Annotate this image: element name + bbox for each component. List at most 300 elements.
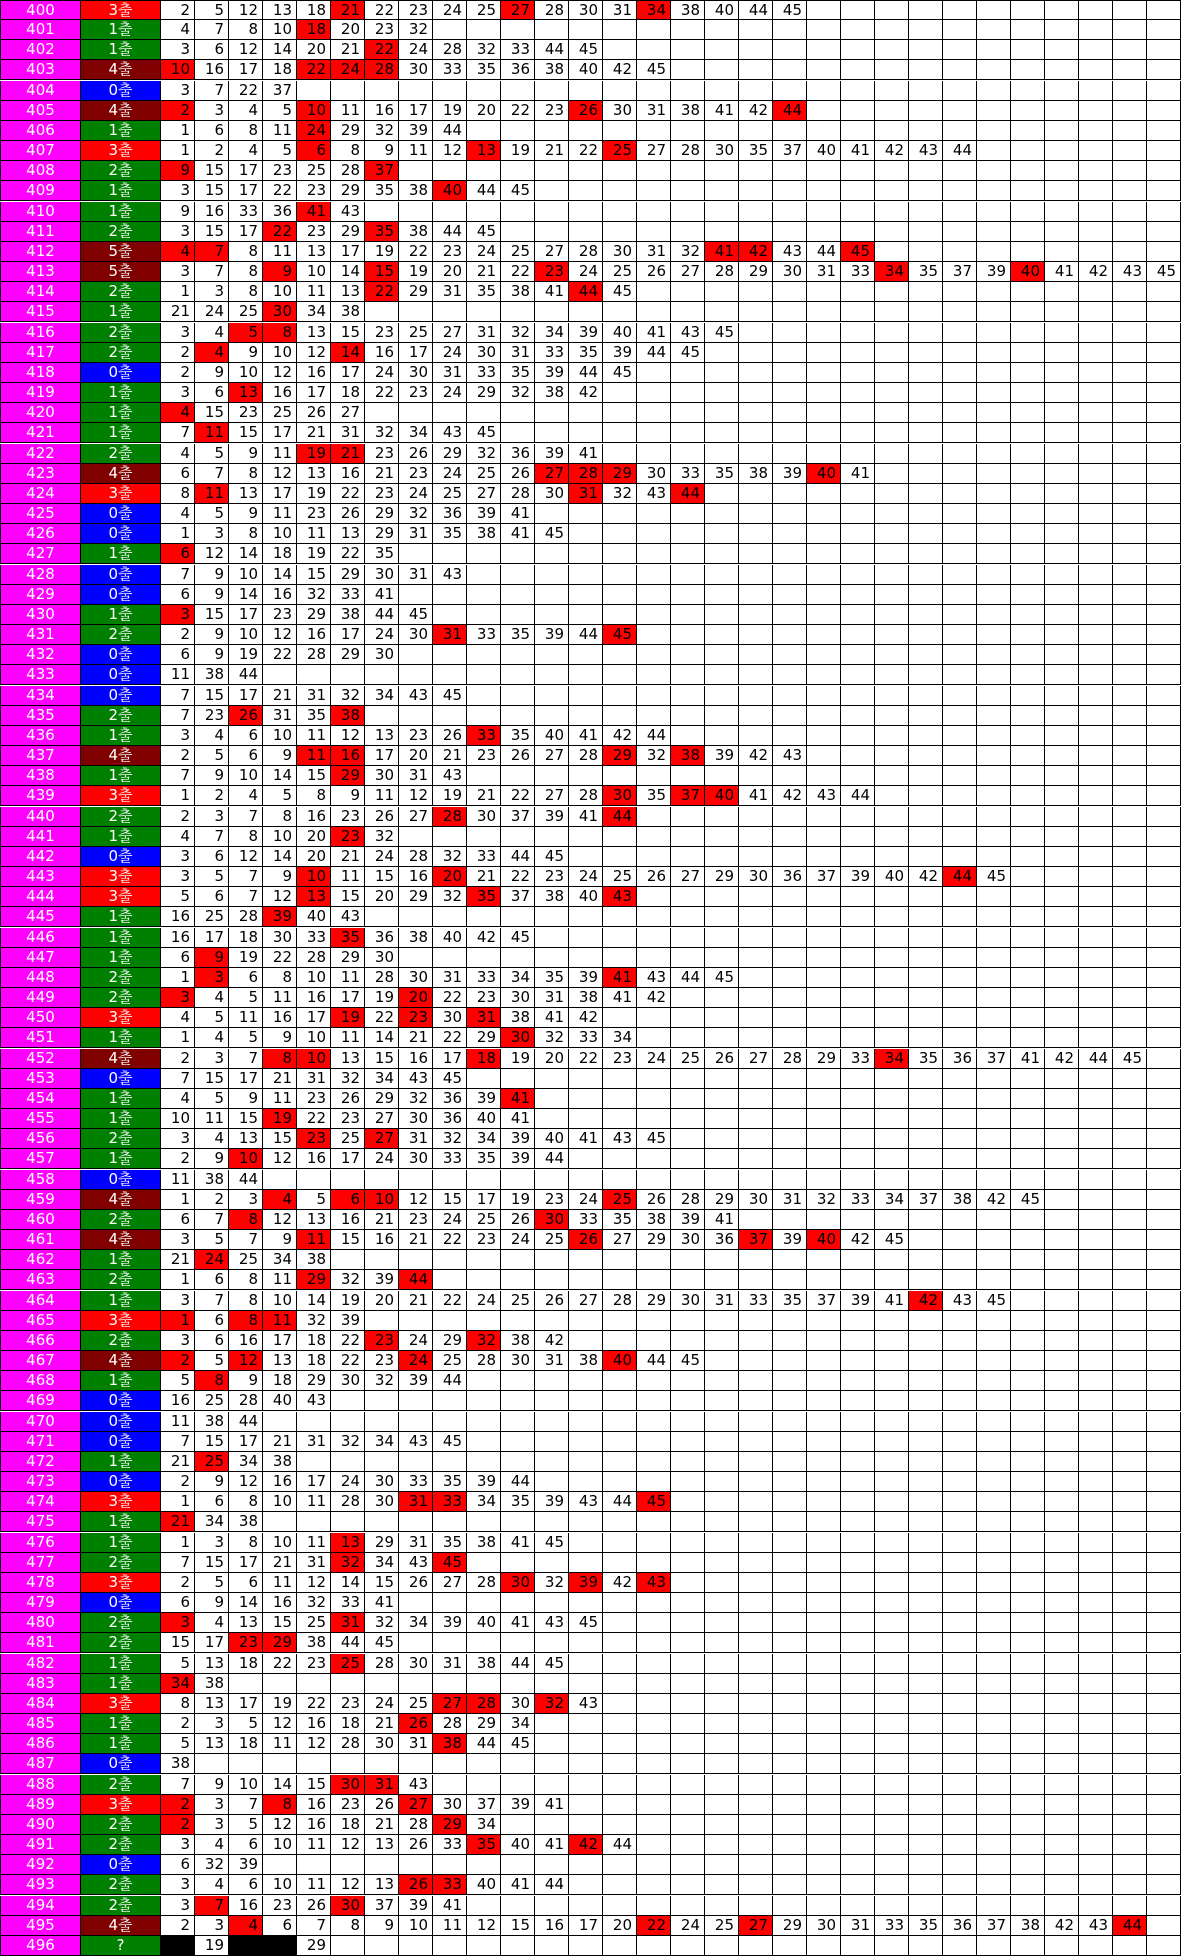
empty-cell — [841, 1472, 875, 1492]
hit-count-badge: 4출 — [81, 1916, 161, 1936]
number-cell: 27 — [399, 807, 433, 827]
draw-number-cell: 422 — [0, 444, 81, 464]
empty-cell — [1079, 524, 1113, 544]
empty-cell — [433, 1936, 467, 1956]
table-row — [0, 262, 1181, 282]
empty-cell — [977, 585, 1011, 605]
empty-cell — [1113, 585, 1147, 605]
empty-cell — [1079, 1109, 1113, 1129]
empty-cell — [1113, 807, 1147, 827]
number-cell: 32 — [399, 504, 433, 524]
number-cell: 13 — [195, 1654, 229, 1674]
number-cell: 23 — [297, 1654, 331, 1674]
empty-cell — [399, 1593, 433, 1613]
empty-cell — [875, 1593, 909, 1613]
empty-cell — [1011, 948, 1045, 968]
number-cell: 25 — [467, 1210, 501, 1230]
empty-cell — [875, 746, 909, 766]
empty-cell — [1011, 1250, 1045, 1270]
number-cell: 17 — [229, 60, 263, 80]
empty-cell — [1011, 222, 1045, 242]
number-cell: 18 — [263, 60, 297, 80]
empty-cell — [977, 524, 1011, 544]
hit-count-badge: 2출 — [81, 1815, 161, 1835]
empty-cell — [1045, 867, 1079, 887]
number-cell: 2 — [161, 363, 195, 383]
number-cell: 2 — [161, 746, 195, 766]
number-cell-hit: 41 — [501, 1089, 535, 1109]
empty-cell — [535, 1815, 569, 1835]
draw-number-cell: 485 — [0, 1714, 81, 1734]
number-cell-hit: 29 — [331, 766, 365, 786]
number-cell: 16 — [331, 464, 365, 484]
empty-cell — [909, 363, 943, 383]
number-cell: 8 — [263, 807, 297, 827]
empty-cell — [977, 1351, 1011, 1371]
empty-cell — [909, 948, 943, 968]
empty-cell — [977, 1654, 1011, 1674]
empty-cell — [739, 1250, 773, 1270]
hit-count-badge: 0출 — [81, 1432, 161, 1452]
empty-cell — [603, 161, 637, 181]
empty-cell — [671, 202, 705, 222]
empty-cell — [909, 20, 943, 40]
empty-cell — [569, 121, 603, 141]
draw-number-cell: 411 — [0, 222, 81, 242]
number-cell: 10 — [229, 766, 263, 786]
empty-cell — [501, 706, 535, 726]
empty-cell — [739, 423, 773, 443]
empty-cell — [535, 121, 569, 141]
number-cell-hit: 27 — [399, 1795, 433, 1815]
empty-cell — [1079, 645, 1113, 665]
number-cell: 34 — [263, 1250, 297, 1270]
empty-cell — [399, 1633, 433, 1653]
number-cell: 3 — [161, 1291, 195, 1311]
empty-cell — [841, 928, 875, 948]
empty-cell — [1011, 605, 1045, 625]
number-cell: 2 — [161, 1573, 195, 1593]
empty-cell — [773, 1069, 807, 1089]
empty-cell — [1045, 40, 1079, 60]
number-cell-hit: 29 — [603, 746, 637, 766]
empty-cell — [841, 81, 875, 101]
number-cell: 10 — [263, 1492, 297, 1512]
empty-cell — [569, 161, 603, 181]
empty-cell — [535, 1371, 569, 1391]
number-cell: 28 — [331, 1492, 365, 1512]
empty-cell — [773, 1875, 807, 1895]
empty-cell — [535, 1109, 569, 1129]
empty-cell — [501, 1775, 535, 1795]
hit-count-badge: 3출 — [81, 1008, 161, 1028]
draw-number-cell: 459 — [0, 1190, 81, 1210]
draw-number-cell: 409 — [0, 181, 81, 201]
hit-count-badge: 3출 — [81, 1795, 161, 1815]
empty-cell — [535, 504, 569, 524]
draw-number-cell: 436 — [0, 726, 81, 746]
empty-cell — [1045, 504, 1079, 524]
empty-cell — [977, 1533, 1011, 1553]
empty-cell — [773, 383, 807, 403]
empty-cell — [977, 1109, 1011, 1129]
draw-number-cell: 474 — [0, 1492, 81, 1512]
number-cell: 27 — [739, 1049, 773, 1069]
number-cell: 30 — [501, 988, 535, 1008]
empty-cell — [603, 706, 637, 726]
empty-cell — [943, 1230, 977, 1250]
number-cell-hit: 4 — [161, 403, 195, 423]
hit-count-badge: 0출 — [81, 1855, 161, 1875]
empty-cell — [365, 1754, 399, 1774]
empty-cell — [1147, 423, 1181, 443]
number-cell: 42 — [875, 141, 909, 161]
empty-cell — [773, 1452, 807, 1472]
number-cell: 15 — [161, 1633, 195, 1653]
number-cell: 30 — [467, 343, 501, 363]
number-cell: 9 — [365, 141, 399, 161]
empty-cell — [569, 1593, 603, 1613]
number-cell: 3 — [195, 282, 229, 302]
empty-cell — [1045, 403, 1079, 423]
empty-cell — [1079, 948, 1113, 968]
empty-cell — [739, 1149, 773, 1169]
empty-cell — [943, 1654, 977, 1674]
empty-cell — [875, 1633, 909, 1653]
hit-count-badge: 1출 — [81, 403, 161, 423]
empty-cell — [807, 1008, 841, 1028]
number-cell-hit: 3 — [161, 1613, 195, 1633]
empty-cell — [1045, 202, 1079, 222]
number-cell: 17 — [467, 1190, 501, 1210]
empty-cell — [909, 403, 943, 423]
number-cell: 19 — [433, 786, 467, 806]
empty-cell — [1079, 1089, 1113, 1109]
number-cell: 5 — [263, 141, 297, 161]
empty-cell — [603, 1815, 637, 1835]
empty-cell — [773, 1351, 807, 1371]
empty-cell — [671, 161, 705, 181]
empty-cell — [1113, 907, 1147, 927]
number-cell: 34 — [467, 1129, 501, 1149]
empty-cell — [1079, 121, 1113, 141]
number-cell-hit: 39 — [263, 907, 297, 927]
empty-cell — [943, 665, 977, 685]
number-cell-hit: 8 — [263, 323, 297, 343]
empty-cell — [603, 565, 637, 585]
empty-cell — [501, 1412, 535, 1432]
empty-cell — [569, 1654, 603, 1674]
empty-cell — [1011, 565, 1045, 585]
empty-cell — [535, 202, 569, 222]
table-row — [0, 444, 1181, 464]
number-cell-hit: 24 — [331, 60, 365, 80]
empty-cell — [569, 423, 603, 443]
empty-cell — [909, 161, 943, 181]
empty-cell — [1147, 706, 1181, 726]
empty-cell — [807, 605, 841, 625]
number-cell: 28 — [603, 1291, 637, 1311]
number-cell: 6 — [195, 847, 229, 867]
empty-cell — [943, 686, 977, 706]
hit-count-badge: 2출 — [81, 968, 161, 988]
number-cell-hit: 9 — [161, 161, 195, 181]
number-cell: 34 — [365, 686, 399, 706]
empty-cell — [1113, 504, 1147, 524]
empty-cell — [943, 504, 977, 524]
empty-cell — [1113, 1351, 1147, 1371]
empty-cell — [739, 1472, 773, 1492]
empty-cell — [841, 1351, 875, 1371]
number-cell-hit: 2 — [161, 101, 195, 121]
empty-cell — [1113, 544, 1147, 564]
empty-cell — [977, 1170, 1011, 1190]
number-cell: 17 — [263, 423, 297, 443]
empty-cell — [875, 1210, 909, 1230]
number-cell: 29 — [467, 1714, 501, 1734]
number-cell: 6 — [161, 464, 195, 484]
empty-cell — [603, 504, 637, 524]
empty-cell — [1045, 1452, 1079, 1472]
empty-cell — [841, 625, 875, 645]
table-row — [0, 1775, 1181, 1795]
number-cell: 44 — [433, 121, 467, 141]
empty-cell — [943, 423, 977, 443]
empty-cell — [1011, 1351, 1045, 1371]
hit-count-badge: 2출 — [81, 444, 161, 464]
empty-cell — [1147, 605, 1181, 625]
number-cell: 33 — [229, 202, 263, 222]
empty-cell — [841, 1028, 875, 1048]
empty-cell — [1147, 1533, 1181, 1553]
empty-cell — [1011, 81, 1045, 101]
empty-cell — [705, 282, 739, 302]
table-row — [0, 1674, 1181, 1694]
empty-cell — [773, 1008, 807, 1028]
table-row — [0, 746, 1181, 766]
empty-cell — [807, 1371, 841, 1391]
empty-cell — [1113, 202, 1147, 222]
number-cell: 36 — [433, 1089, 467, 1109]
empty-cell — [739, 1573, 773, 1593]
empty-cell — [603, 907, 637, 927]
empty-cell — [1147, 1190, 1181, 1210]
empty-cell — [977, 1432, 1011, 1452]
number-cell: 42 — [569, 383, 603, 403]
empty-cell — [1113, 1452, 1147, 1472]
empty-cell — [399, 161, 433, 181]
empty-cell — [1113, 1331, 1147, 1351]
empty-cell — [841, 1775, 875, 1795]
draw-number-cell: 473 — [0, 1472, 81, 1492]
empty-cell — [841, 807, 875, 827]
empty-cell — [705, 1714, 739, 1734]
number-cell: 2 — [161, 1916, 195, 1936]
number-cell: 39 — [977, 262, 1011, 282]
number-cell: 43 — [1113, 262, 1147, 282]
empty-cell — [1079, 1694, 1113, 1714]
number-cell: 29 — [705, 867, 739, 887]
empty-cell — [569, 1734, 603, 1754]
number-cell: 30 — [603, 242, 637, 262]
empty-cell — [433, 81, 467, 101]
number-cell: 15 — [195, 1553, 229, 1573]
empty-cell — [977, 847, 1011, 867]
number-cell: 29 — [399, 282, 433, 302]
draw-number-cell: 448 — [0, 968, 81, 988]
number-cell: 44 — [943, 141, 977, 161]
number-cell: 44 — [637, 726, 671, 746]
empty-cell — [1079, 323, 1113, 343]
number-cell: 16 — [365, 343, 399, 363]
empty-cell — [875, 343, 909, 363]
number-cell: 38 — [297, 1633, 331, 1653]
number-cell: 38 — [331, 302, 365, 322]
hit-count-badge: 2출 — [81, 161, 161, 181]
empty-cell — [1147, 1351, 1181, 1371]
empty-cell — [569, 222, 603, 242]
number-cell: 31 — [501, 343, 535, 363]
empty-cell — [569, 302, 603, 322]
empty-cell — [433, 302, 467, 322]
number-cell: 38 — [569, 1351, 603, 1371]
empty-cell — [705, 988, 739, 1008]
blank-black-cell — [263, 1936, 297, 1956]
empty-cell — [807, 1815, 841, 1835]
table-row — [0, 1008, 1181, 1028]
number-cell: 10 — [263, 1533, 297, 1553]
empty-cell — [569, 585, 603, 605]
empty-cell — [875, 60, 909, 80]
draw-number-cell: 489 — [0, 1795, 81, 1815]
empty-cell — [943, 1754, 977, 1774]
empty-cell — [705, 181, 739, 201]
empty-cell — [501, 585, 535, 605]
empty-cell — [841, 202, 875, 222]
empty-cell — [1147, 1835, 1181, 1855]
number-cell-hit: 38 — [671, 746, 705, 766]
empty-cell — [501, 827, 535, 847]
number-cell-hit: 22 — [263, 222, 297, 242]
number-cell: 27 — [671, 867, 705, 887]
empty-cell — [569, 1754, 603, 1774]
table-row — [0, 1170, 1181, 1190]
empty-cell — [1045, 1795, 1079, 1815]
number-cell: 30 — [365, 766, 399, 786]
number-cell: 15 — [195, 181, 229, 201]
number-cell: 5 — [263, 101, 297, 121]
number-cell: 19 — [365, 242, 399, 262]
draw-number-cell: 472 — [0, 1452, 81, 1472]
empty-cell — [705, 1008, 739, 1028]
number-cell: 32 — [433, 847, 467, 867]
number-cell: 18 — [331, 1815, 365, 1835]
empty-cell — [909, 1250, 943, 1270]
number-cell: 35 — [535, 968, 569, 988]
number-cell: 12 — [263, 625, 297, 645]
empty-cell — [739, 1714, 773, 1734]
number-cell: 37 — [773, 141, 807, 161]
empty-cell — [1147, 1250, 1181, 1270]
empty-cell — [603, 1775, 637, 1795]
empty-cell — [1113, 1573, 1147, 1593]
empty-cell — [739, 323, 773, 343]
number-cell: 39 — [841, 867, 875, 887]
table-row — [0, 968, 1181, 988]
number-cell: 15 — [195, 1432, 229, 1452]
empty-cell — [1147, 1674, 1181, 1694]
number-cell: 44 — [603, 1835, 637, 1855]
number-cell: 24 — [501, 1230, 535, 1250]
empty-cell — [1147, 726, 1181, 746]
empty-cell — [671, 1694, 705, 1714]
empty-cell — [841, 1109, 875, 1129]
empty-cell — [807, 504, 841, 524]
empty-cell — [773, 1129, 807, 1149]
empty-cell — [807, 484, 841, 504]
number-cell: 21 — [331, 847, 365, 867]
empty-cell — [1079, 988, 1113, 1008]
number-cell: 33 — [399, 1472, 433, 1492]
draw-number-cell: 457 — [0, 1149, 81, 1169]
empty-cell — [1011, 1533, 1045, 1553]
empty-cell — [637, 625, 671, 645]
number-cell: 26 — [637, 262, 671, 282]
empty-cell — [297, 1452, 331, 1472]
number-cell: 16 — [297, 1815, 331, 1835]
empty-cell — [637, 1633, 671, 1653]
number-cell: 36 — [943, 1916, 977, 1936]
number-cell: 24 — [637, 1049, 671, 1069]
number-cell: 28 — [467, 1351, 501, 1371]
empty-cell — [637, 1553, 671, 1573]
number-cell: 38 — [399, 181, 433, 201]
empty-cell — [739, 948, 773, 968]
empty-cell — [977, 1472, 1011, 1492]
empty-cell — [977, 423, 1011, 443]
number-cell: 21 — [365, 1210, 399, 1230]
number-cell: 30 — [365, 565, 399, 585]
number-cell: 22 — [569, 141, 603, 161]
empty-cell — [535, 1936, 569, 1956]
empty-cell — [535, 1089, 569, 1109]
empty-cell — [569, 1149, 603, 1169]
number-cell: 15 — [365, 867, 399, 887]
empty-cell — [1011, 282, 1045, 302]
empty-cell — [1011, 1149, 1045, 1169]
number-cell: 38 — [671, 101, 705, 121]
empty-cell — [603, 1331, 637, 1351]
empty-cell — [1079, 1573, 1113, 1593]
draw-number-cell: 402 — [0, 40, 81, 60]
empty-cell — [773, 1512, 807, 1532]
number-cell: 12 — [263, 363, 297, 383]
number-cell: 25 — [603, 262, 637, 282]
number-cell: 4 — [161, 20, 195, 40]
empty-cell — [569, 1452, 603, 1472]
empty-cell — [1147, 222, 1181, 242]
number-cell: 31 — [637, 101, 671, 121]
number-cell: 27 — [603, 1230, 637, 1250]
number-cell: 37 — [943, 262, 977, 282]
empty-cell — [433, 403, 467, 423]
number-cell-hit: 44 — [399, 1270, 433, 1290]
empty-cell — [841, 827, 875, 847]
empty-cell — [977, 1734, 1011, 1754]
number-cell: 42 — [1079, 262, 1113, 282]
number-cell-hit: 31 — [399, 1492, 433, 1512]
empty-cell — [671, 1936, 705, 1956]
